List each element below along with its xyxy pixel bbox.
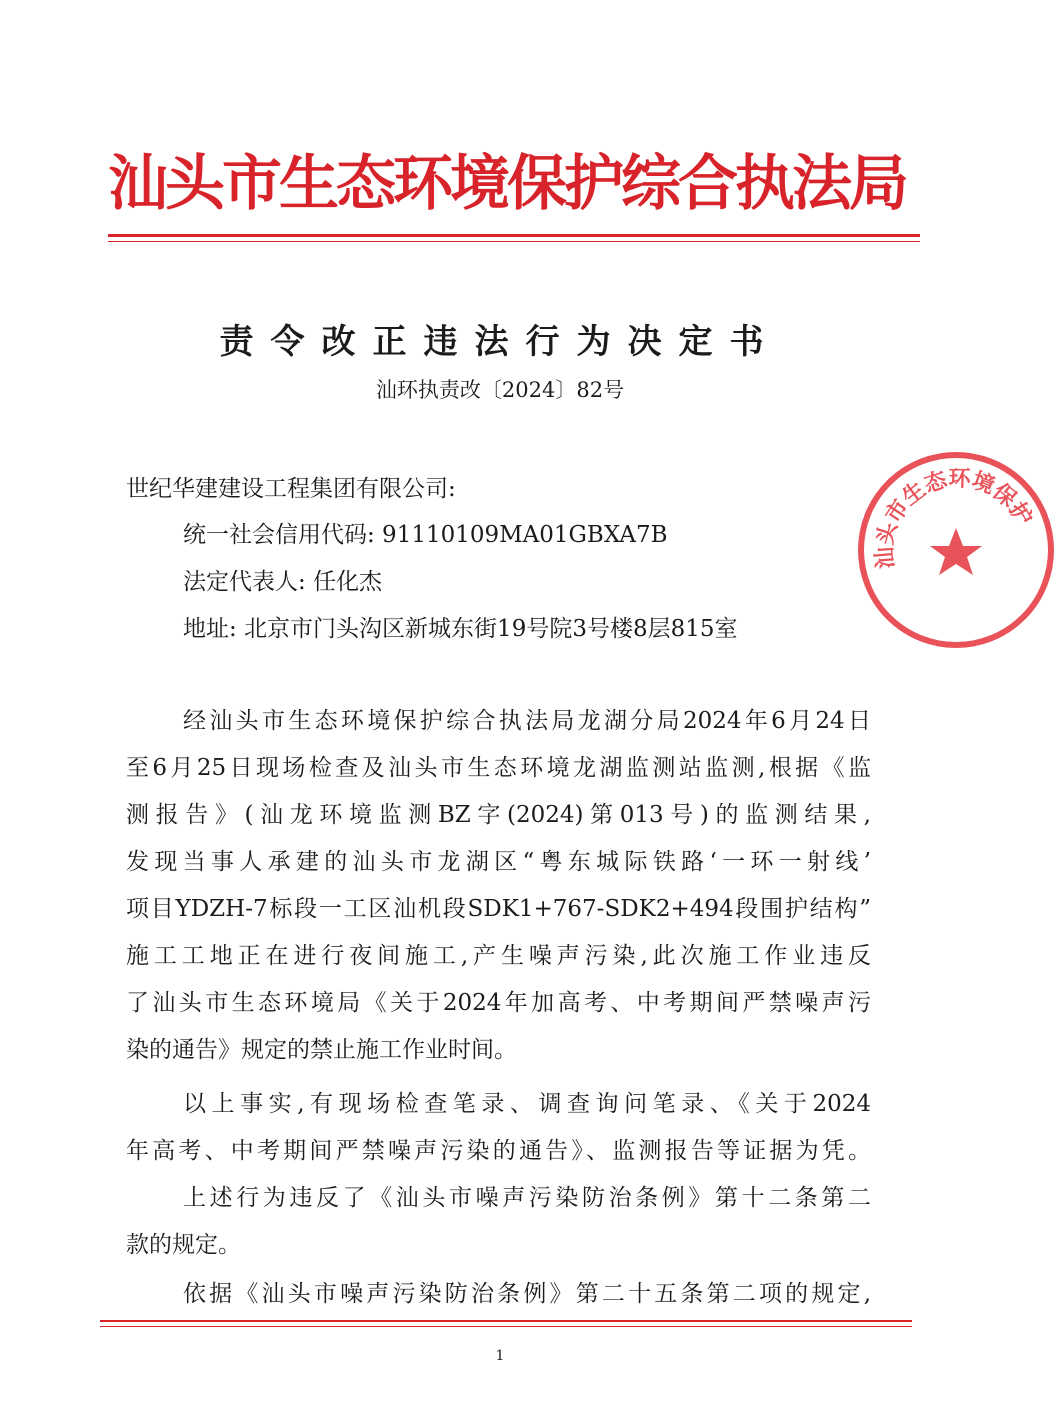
seal-star-icon: [930, 528, 982, 575]
paragraph-line: 至6月25日现场检查及汕头市生态环境龙湖监测站监测,根据《监: [126, 755, 871, 781]
recipient-legal-rep: 法定代表人: 任化杰: [183, 569, 383, 595]
paragraph-line: 依据《汕头市噪声污染防治条例》第二十五条第二项的规定,: [183, 1281, 871, 1307]
seal-text: 汕头市生态环境保护: [872, 466, 1037, 570]
paragraph-line: 经汕头市生态环境保护综合执法局龙湖分局2024年6月24日: [183, 708, 871, 734]
paragraph-line: 发现当事人承建的汕头市龙湖区“粤东城际铁路‘一环一射线’: [126, 849, 871, 875]
letterhead-rule-thin: [108, 241, 920, 242]
paragraph-line: 施工工地正在进行夜间施工,产生噪声污染,此次施工作业违反: [126, 943, 871, 969]
paragraph-line: 项目YDZH-7标段一工区汕机段SDK1+767-SDK2+494段围护结构”: [126, 896, 871, 922]
paragraph-line: 测报告》(汕龙环境监测BZ字(2024)第013号)的监测结果,: [126, 802, 871, 828]
paragraph-line: 了汕头市生态环境局《关于2024年加高考、中考期间严禁噪声污: [126, 990, 871, 1016]
paragraph-line: 款的规定。: [126, 1232, 241, 1258]
footer-rule-thick: [100, 1320, 912, 1322]
official-seal: [858, 452, 1054, 648]
paragraph-line: 染的通告》规定的禁止施工作业时间。: [126, 1037, 517, 1063]
footer-rule-thin: [100, 1326, 912, 1327]
document-title: 责令改正违法行为决定书: [219, 322, 781, 362]
letterhead-rule-thick: [108, 234, 920, 237]
document-number: 汕环执责改〔2024〕82号: [375, 378, 625, 402]
paragraph-line: 上述行为违反了《汕头市噪声污染防治条例》第十二条第二: [183, 1185, 871, 1211]
recipient-name: 世纪华建建设工程集团有限公司:: [126, 476, 456, 502]
paragraph-line: 年高考、中考期间严禁噪声污染的通告》、监测报告等证据为凭。: [126, 1138, 871, 1164]
paragraph-line: 以上事实,有现场检查笔录、调查询问笔录、《关于2024: [183, 1091, 871, 1117]
page-number: 1: [495, 1348, 505, 1364]
recipient-credit-code: 统一社会信用代码: 91110109MA01GBXA7B: [183, 522, 668, 548]
letterhead-title: 汕头市生态环境保护综合执法局: [108, 149, 906, 219]
recipient-address: 地址: 北京市门头沟区新城东街19号院3号楼8层815室: [183, 616, 738, 642]
